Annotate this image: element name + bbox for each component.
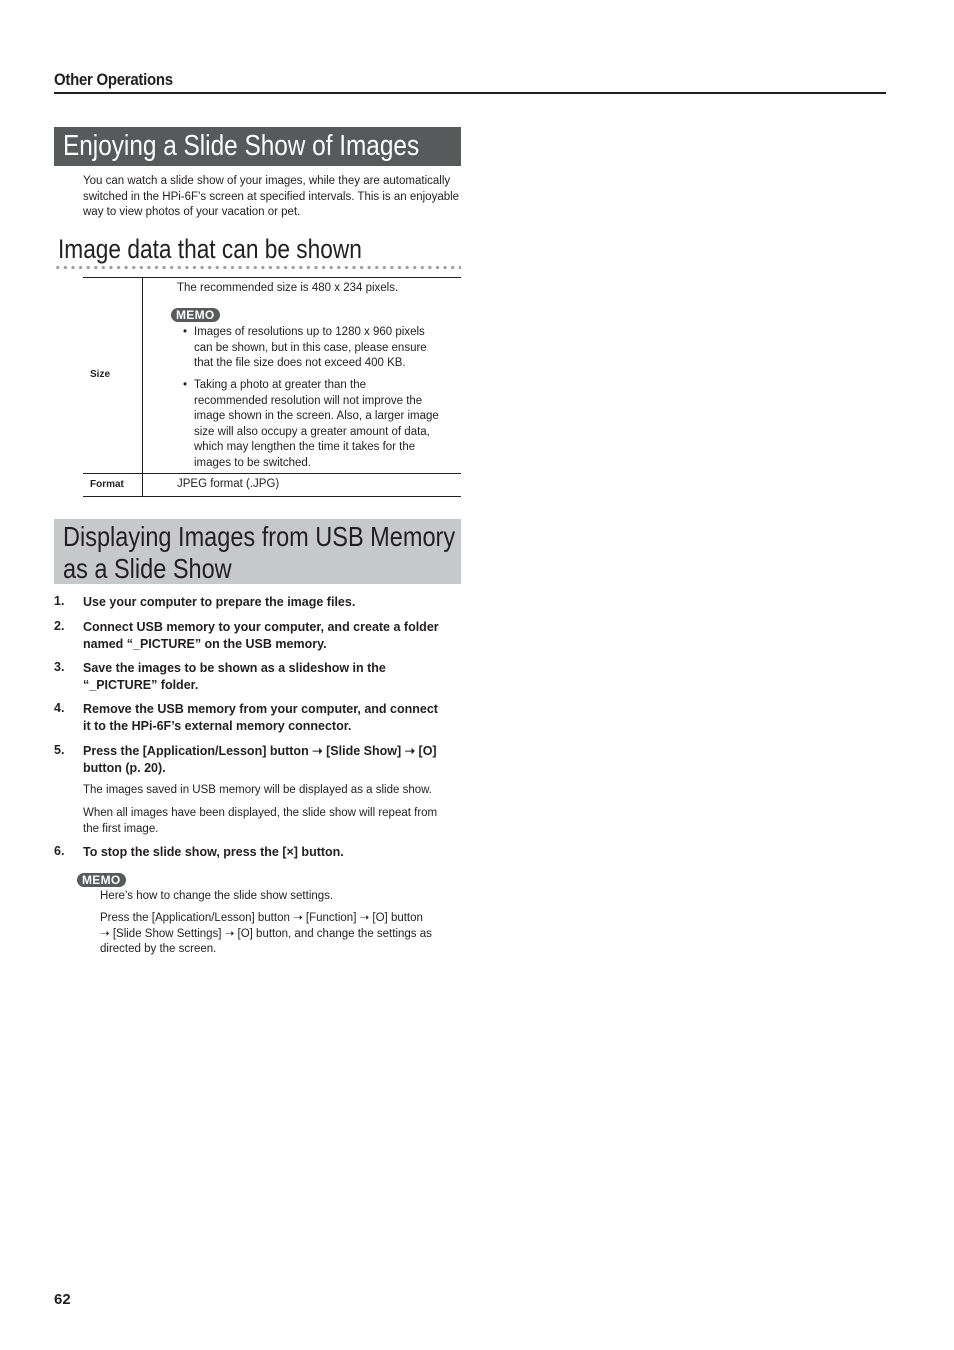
step-text bbox=[83, 619, 463, 653]
table-label-format: Format bbox=[90, 479, 124, 490]
step-line: Remove the USB memory from your computer, and connect bbox=[83, 702, 438, 716]
page-title: Enjoying a Slide Show of Images bbox=[63, 130, 420, 162]
note-line: When all images have been displayed, the slide show will repeat from bbox=[83, 807, 438, 819]
memo-line: Here’s how to change the slide show settings. bbox=[100, 890, 334, 902]
subheading-image-data: Image data that can be shown bbox=[58, 234, 362, 264]
memo-para-line: directed by the screen. bbox=[100, 943, 217, 955]
dotted-divider bbox=[54, 265, 461, 270]
step-number: 3. bbox=[54, 660, 65, 674]
bullet-1-text bbox=[194, 325, 464, 372]
memo-label: MEMO bbox=[77, 873, 126, 887]
bullet-2-text bbox=[194, 378, 464, 471]
step-number: 5. bbox=[54, 743, 65, 757]
memo-badge-table bbox=[171, 306, 220, 324]
step-5-note bbox=[83, 783, 463, 799]
bullet-2-line: recommended resolution will not improve the bbox=[194, 394, 423, 407]
bullet-1-marker: • bbox=[183, 326, 188, 338]
bullet-1-line: that the file size does not exceed 400 KB. bbox=[194, 357, 406, 369]
bullet-2-line: Taking a photo at greater than the bbox=[194, 379, 366, 391]
step-line: “_PICTURE” folder. bbox=[83, 678, 199, 692]
section-title: Other Operations bbox=[54, 70, 173, 89]
step-number: 2. bbox=[54, 619, 65, 633]
step-line: Press the [Application/Lesson] button ➝ [Slide Show] ➝ [O] bbox=[83, 744, 437, 758]
bullet-2-line: images to be switched. bbox=[194, 456, 311, 469]
step-5-note bbox=[83, 806, 463, 837]
page-number: 62 bbox=[54, 1291, 71, 1308]
step-number: 1. bbox=[54, 594, 65, 608]
table-label-size: Size bbox=[90, 369, 111, 380]
note-line: The images saved in USB memory will be displayed as a slide show. bbox=[83, 784, 432, 796]
running-header bbox=[54, 70, 886, 94]
step-number: 6. bbox=[54, 844, 65, 858]
step-line: Use your computer to prepare the image files. bbox=[83, 595, 356, 609]
step-line: it to the HPi-6F’s external memory connector. bbox=[83, 719, 352, 733]
memo-para-line: Press the [Application/Lesson] button ➝ [Function] ➝ [O] button bbox=[100, 912, 423, 924]
bullet-2-marker: • bbox=[183, 379, 188, 391]
memo-label: MEMO bbox=[171, 308, 220, 322]
step-line: To stop the slide show, press the [×] button. bbox=[83, 845, 344, 859]
title-bar-slideshow bbox=[54, 127, 461, 166]
step-text bbox=[83, 701, 463, 735]
step-text bbox=[83, 743, 463, 777]
step-line: Connect USB memory to your computer, and create a folder bbox=[83, 620, 439, 634]
step-text bbox=[83, 660, 463, 694]
title-bar-usb-slideshow bbox=[54, 519, 461, 584]
memo-badge-steps bbox=[77, 871, 126, 889]
bullet-1-line: Images of resolutions up to 1280 x 960 pixels bbox=[194, 326, 425, 338]
memo-para-line: ➝ [Slide Show Settings] ➝ [O] button, and change the settings as bbox=[100, 927, 432, 940]
step-line: named “_PICTURE” on the USB memory. bbox=[83, 637, 327, 651]
bullet-2-line: size will also occupy a greater amount of data, bbox=[194, 425, 430, 438]
section-heading-usb: Displaying Images from USB Memory as a Slide Show bbox=[63, 521, 456, 584]
step-line: Save the images to be shown as a slideshow in the bbox=[83, 661, 386, 675]
memo-paragraph bbox=[100, 911, 460, 958]
table-column-rule bbox=[142, 277, 143, 496]
step-line: button (p. 20). bbox=[83, 761, 166, 775]
bullet-1-line: can be shown, but in this case, please ensure bbox=[194, 341, 427, 354]
table-rule-middle bbox=[83, 473, 461, 474]
format-value: JPEG format (.JPG) bbox=[177, 478, 280, 490]
step-text bbox=[83, 594, 463, 611]
step-text bbox=[83, 844, 463, 861]
intro-paragraph: You can watch a slide show of your images, while they are automatically switched in the HPi-6F’s screen at specified intervals. This is an enjoyable way to view photos of your vacation or pet. bbox=[83, 175, 460, 218]
bullet-2-line: which may lengthen the time it takes for the bbox=[194, 441, 416, 453]
size-recommendation: The recommended size is 480 x 234 pixels. bbox=[177, 282, 399, 294]
table-rule-bottom bbox=[83, 496, 461, 497]
table-rule-top bbox=[83, 277, 461, 278]
bullet-2-line: image shown in the screen. Also, a larger image bbox=[194, 410, 439, 422]
note-line: the first image. bbox=[83, 822, 159, 835]
step-number: 4. bbox=[54, 701, 65, 715]
